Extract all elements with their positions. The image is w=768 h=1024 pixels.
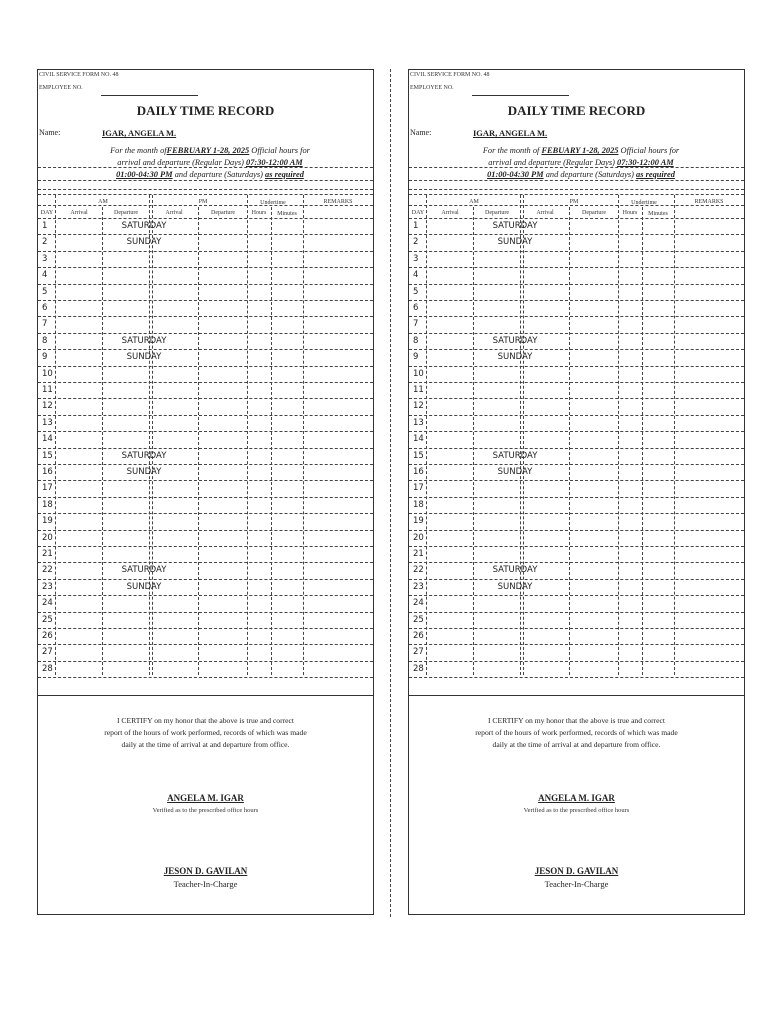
day-number: 18 [42,499,53,510]
day-number: 11 [42,385,53,395]
day-note: SATURDAY [492,221,538,231]
certification-line: report of the hours of work performed, records of which was made [475,728,678,737]
table-row [409,350,744,366]
day-number: 9 [42,352,48,363]
day-number: 16 [42,467,53,477]
day-number: 2 [42,237,48,248]
table-row [38,514,373,530]
month-prefix: For the month of [482,146,540,155]
table-row [409,531,744,547]
day-number: 1 [42,221,48,231]
month-prefix: For the month of [110,146,167,155]
employee-name: IGAR, ANGELA M. [473,128,548,138]
supervisor-signature: JESON D. GAVILAN [163,866,248,876]
day-number: 24 [42,598,53,609]
day-number: 5 [413,286,419,297]
day-number: 7 [413,319,419,330]
name-label: Name: [39,128,61,137]
header-hours: Hours [251,210,267,216]
day-number: 5 [42,286,48,297]
certification-line: daily at the time of arrival at and departure from office. [121,740,290,749]
day-number: 10 [42,368,53,379]
table-row [409,514,744,530]
day-number: 25 [42,614,53,625]
arrival-departure-text: arrival and departure (Regular Days) [488,158,615,167]
dtr-sheet-right [408,69,745,915]
day-note: SATURDAY [492,335,538,346]
divider [409,189,744,190]
header-minutes: Minutes [277,211,297,217]
as-required: as required [636,170,675,179]
header-pm-departure: Departure [211,210,235,216]
day-number: 19 [413,516,424,527]
table-row [38,350,373,366]
table-row [38,334,373,350]
certification-text [439,715,714,751]
day-number: 6 [413,303,419,313]
table-row [38,662,373,678]
table-row [409,563,744,579]
table-row [38,383,373,399]
form-number-label: CIVIL SERVICE FORM NO. 48 [410,72,490,78]
day-number: 8 [413,335,419,346]
header-undertime: Undertime [631,200,657,206]
divider [38,180,373,181]
header-pm: PM [198,199,208,205]
day-number: 22 [413,565,424,576]
day-number: 15 [413,450,424,461]
employee-no-label: EMPLOYEE NO. [39,85,83,91]
day-note: SUNDAY [497,581,533,592]
day-number: 13 [42,417,53,428]
arrival-departure-text: arrival and departure (Regular Days) [117,158,244,167]
day-number: 17 [42,483,53,494]
table-row [38,317,373,333]
table-row [409,498,744,514]
day-note: SUNDAY [497,352,533,363]
day-number: 14 [413,434,424,445]
day-number: 8 [42,335,48,346]
table-row [409,317,744,333]
table-row [38,563,373,579]
day-number: 20 [413,532,424,543]
verified-text: Verified as to the prescribed office hours [523,807,630,814]
table-row [409,596,744,612]
day-note: SUNDAY [126,581,162,592]
divider [409,180,744,181]
day-note: SATURDAY [492,565,538,576]
table-row [409,432,744,448]
employee-no-label: EMPLOYEE NO. [410,85,454,91]
table-row [409,252,744,268]
divider [409,194,744,195]
header-pm-arrival: Arrival [536,210,554,216]
day-number: 19 [42,516,53,527]
header-hours: Hours [622,210,638,216]
day-note: SATURDAY [492,450,538,461]
table-row [409,301,744,317]
day-number: 4 [42,270,48,281]
certification-line: daily at the time of arrival at and departure from office. [492,740,661,749]
table-row [409,481,744,497]
header-remarks: REMARKS [323,199,353,205]
divider [38,205,373,206]
table-row [38,268,373,284]
employee-signature: ANGELA M. IGAR [538,793,615,803]
supervisor-signature: JESON D. GAVILAN [534,866,619,876]
table-row [38,596,373,612]
table-row [38,367,373,383]
day-number: 6 [42,303,48,313]
day-number: 21 [413,549,424,559]
table-row [409,219,744,235]
table-row [409,613,744,629]
day-number: 27 [42,647,53,658]
certification-text [68,715,343,751]
table-row [409,629,744,645]
table-row [409,334,744,350]
table-row [38,547,373,563]
table-row [38,465,373,481]
day-note: SATURDAY [121,335,167,346]
certification-line: report of the hours of work performed, records of which was made [104,728,307,737]
day-number: 23 [42,581,53,592]
day-number: 24 [413,598,424,609]
header-am: AM [469,199,479,205]
day-number: 28 [42,663,53,674]
day-note: SATURDAY [121,565,167,576]
day-number: 27 [413,647,424,658]
hours-am: 07:30-12:00 AM [246,158,303,167]
period-text [461,145,701,181]
period-text [90,145,330,181]
table-row [38,399,373,415]
day-note: SUNDAY [497,237,533,248]
header-am-departure: Departure [485,210,509,216]
table-row [38,481,373,497]
day-number: 21 [42,549,53,559]
header-am: AM [98,199,108,205]
divider [409,205,744,206]
hours-pm: 01:00-04:30 PM [116,170,173,179]
month-value: FEBRUARY 1-28, 2025 [166,146,250,155]
day-number: 3 [413,253,419,264]
day-number: 23 [413,581,424,592]
day-number: 3 [42,253,48,264]
day-number: 26 [42,631,53,641]
table-row [38,432,373,448]
day-number: 20 [42,532,53,543]
day-note: SUNDAY [126,467,162,477]
name-label: Name: [410,128,432,137]
day-note: SATURDAY [121,221,167,231]
table-row [38,416,373,432]
day-number: 18 [413,499,424,510]
day-number: 15 [42,450,53,461]
certification-line: I CERTIFY on my honor that the above is true and correct [116,716,295,725]
employee-name: IGAR, ANGELA M. [102,128,177,138]
table-row [409,547,744,563]
divider [38,194,373,195]
day-number: 14 [42,434,53,445]
month-value: FEBUARY 1-28, 2025 [541,146,619,155]
supervisor-title: Teacher-In-Charge [544,879,609,889]
day-number: 26 [413,631,424,641]
employee-no-field[interactable] [472,95,569,96]
table-row [409,645,744,661]
table-row [38,252,373,268]
saturday-text: and departure (Saturdays) [174,170,263,179]
day-number: 16 [413,467,424,477]
cut-line [390,69,391,917]
header-minutes: Minutes [648,211,668,217]
day-note: SUNDAY [497,467,533,477]
day-number: 7 [42,319,48,330]
official-hours-text: Official hours for [251,146,310,155]
table-row [409,465,744,481]
hours-pm: 01:00-04:30 PM [487,170,544,179]
table-row [409,383,744,399]
table-row [38,449,373,465]
table-row [38,285,373,301]
divider [409,695,744,696]
certification-line: I CERTIFY on my honor that the above is true and correct [487,716,666,725]
table-row [409,285,744,301]
table-row [409,416,744,432]
day-number: 9 [413,352,419,363]
table-row [38,613,373,629]
day-number: 12 [42,401,53,412]
table-row [38,645,373,661]
table-row [409,662,744,678]
divider [38,167,373,168]
table-row [38,580,373,596]
table-row [38,629,373,645]
hours-am: 07:30-12:00 AM [617,158,674,167]
day-note: SUNDAY [126,237,162,248]
table-row [38,301,373,317]
header-pm-departure: Departure [582,210,606,216]
verified-text: Verified as to the prescribed office hours [152,807,259,814]
table-row [409,367,744,383]
day-number: 22 [42,565,53,576]
employee-signature: ANGELA M. IGAR [167,793,244,803]
divider [38,189,373,190]
header-am-arrival: Arrival [70,210,88,216]
table-row [409,235,744,251]
official-hours-text: Official hours for [620,146,680,155]
divider [409,167,744,168]
day-number: 2 [413,237,419,248]
table-row [38,219,373,235]
table-row [409,268,744,284]
header-am-arrival: Arrival [441,210,459,216]
day-number: 25 [413,614,424,625]
header-day: DAY [40,210,54,216]
supervisor-title: Teacher-In-Charge [173,879,238,889]
table-row [409,580,744,596]
form-number-label: CIVIL SERVICE FORM NO. 48 [39,72,119,78]
page-title: DAILY TIME RECORD [136,103,275,118]
header-pm: PM [569,199,579,205]
table-row [38,531,373,547]
header-day: DAY [411,210,425,216]
day-note: SATURDAY [121,450,167,461]
day-number: 1 [413,221,419,231]
day-number: 28 [413,663,424,674]
divider [38,695,373,696]
day-number: 12 [413,401,424,412]
dtr-sheet-left [37,69,374,915]
day-note: SUNDAY [126,352,162,363]
header-undertime: Undertime [260,200,286,206]
day-number: 10 [413,368,424,379]
table-row [409,399,744,415]
table-row [38,235,373,251]
table-row [38,498,373,514]
header-am-departure: Departure [114,210,138,216]
day-number: 11 [413,385,424,395]
header-remarks: REMARKS [694,199,724,205]
employee-no-field[interactable] [101,95,198,96]
table-row [409,449,744,465]
header-pm-arrival: Arrival [165,210,183,216]
day-number: 13 [413,417,424,428]
saturday-text: and departure (Saturdays) [545,170,634,179]
as-required: as required [265,170,304,179]
day-number: 17 [413,483,424,494]
day-number: 4 [413,270,419,281]
page-title: DAILY TIME RECORD [507,103,646,118]
